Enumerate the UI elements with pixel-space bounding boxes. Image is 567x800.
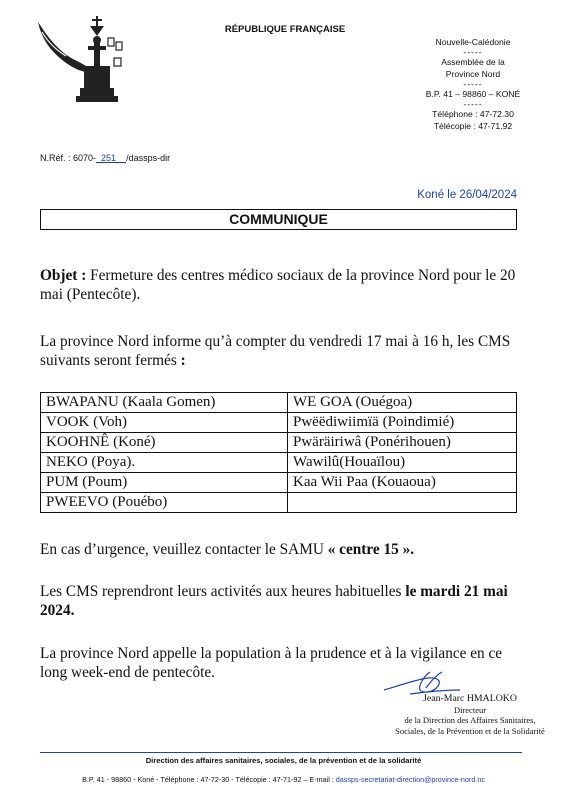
document-title: COMMUNIQUE [40, 209, 517, 230]
svg-text:B: B [102, 91, 108, 100]
separator: ----- [463, 79, 483, 89]
institution-line: Assemblée de la [441, 57, 505, 67]
table-cell [288, 493, 517, 513]
intro-colon: : [180, 351, 186, 369]
document-date: Koné le 26/04/2024 [417, 189, 517, 201]
table-cell: Wawilû(Houaïlou) [288, 453, 517, 473]
institution-address: B.P. 41 – 98860 – KONÉ [425, 89, 521, 99]
province-nord-logo [34, 12, 126, 108]
table-row [41, 393, 517, 413]
table-cell: Pwäräiriwâ (Ponérihouen) [288, 433, 517, 453]
table-cell: Pwëëdiwiimïä (Poindimié) [288, 413, 517, 433]
footer-direction: Direction des affaires sanitaires, sociales, de la prévention et de la solidarité [145, 756, 422, 765]
object-paragraph [40, 267, 530, 304]
table-row [41, 413, 517, 433]
resume-paragraph [40, 583, 530, 620]
intro-text: La province Nord informe qu’à compter du vendredi 17 mai à 16 h, les CMS suivants seront fermés [40, 333, 511, 369]
emergency-number: « centre 15 ». [327, 541, 415, 558]
reference-suffix: /dassps-dir [126, 153, 171, 163]
reference-value: _251__ [96, 153, 127, 163]
table-cell: VOOK (Voh) [41, 413, 288, 433]
institution-phone: Téléphone : 47-72.30 [432, 109, 514, 119]
footer-divider [40, 752, 522, 753]
institution-line: Province Nord [445, 69, 501, 79]
appeal-paragraph: La province Nord appelle la population à la prudence et à la vigilance en ce long week-end de pentecôte. [40, 645, 503, 681]
signatory-direction-cont: Sociales, de la Prévention et de la Solidarité [395, 725, 545, 736]
signatory-direction: de la Direction des Affaires Sanitaires, [404, 715, 536, 725]
table-cell: BWAPANU (Kaala Gomen) [41, 393, 288, 413]
intro-paragraph [40, 333, 530, 370]
reference-number [40, 153, 170, 163]
table-row [41, 453, 517, 473]
object-label: Objet : [40, 267, 87, 284]
footer-contact [0, 775, 567, 784]
table-cell: KOOHNÊ (Koné) [41, 433, 288, 453]
footer-contact-text: B.P. 41 - 98860 - Koné - Téléphone : 47-72-30 - Télécopie : 47-71-92 – E-mail : [82, 775, 336, 784]
institution-fax: Télécopie : 47-71.92 [433, 121, 513, 131]
reference-prefix: N.Réf. : 6070- [40, 153, 97, 163]
table-row [41, 473, 517, 493]
republic-heading: RÉPUBLIQUE FRANÇAISE [224, 24, 346, 35]
table-cell: Kaa Wii Paa (Kouaoua) [288, 473, 517, 493]
cms-table [40, 392, 517, 513]
separator: ----- [463, 99, 483, 109]
signatory-name: Jean-Marc HMALOKO [423, 693, 517, 704]
institution-line: Nouvelle-Calédonie [435, 37, 511, 47]
separator: ----- [463, 47, 483, 57]
table-cell: PWEEVO (Pouébo) [41, 493, 288, 513]
institution-block [398, 36, 548, 132]
table-cell: NEKO (Poya). [41, 453, 288, 473]
table-row [41, 433, 517, 453]
table-cell: WE GOA (Ouégoa) [288, 393, 517, 413]
resume-date: le mardi 21 mai 2024. [40, 583, 508, 619]
object-text: Fermeture des centres médico sociaux de la province Nord pour le 20 mai (Pentecôte). [40, 267, 516, 303]
emergency-text: En cas d’urgence, veuillez contacter le SAMU [40, 541, 328, 558]
emergency-paragraph [40, 541, 530, 560]
resume-text: Les CMS reprendront leurs activités aux heures habituelles [40, 583, 406, 600]
signatory-role: Directeur [453, 704, 487, 715]
footer-email-link[interactable]: dassps-secretariat-direction@province-nord.nc [335, 775, 485, 784]
table-cell: PUM (Poum) [41, 473, 288, 493]
table-row [41, 493, 517, 513]
signature-block [390, 694, 550, 736]
